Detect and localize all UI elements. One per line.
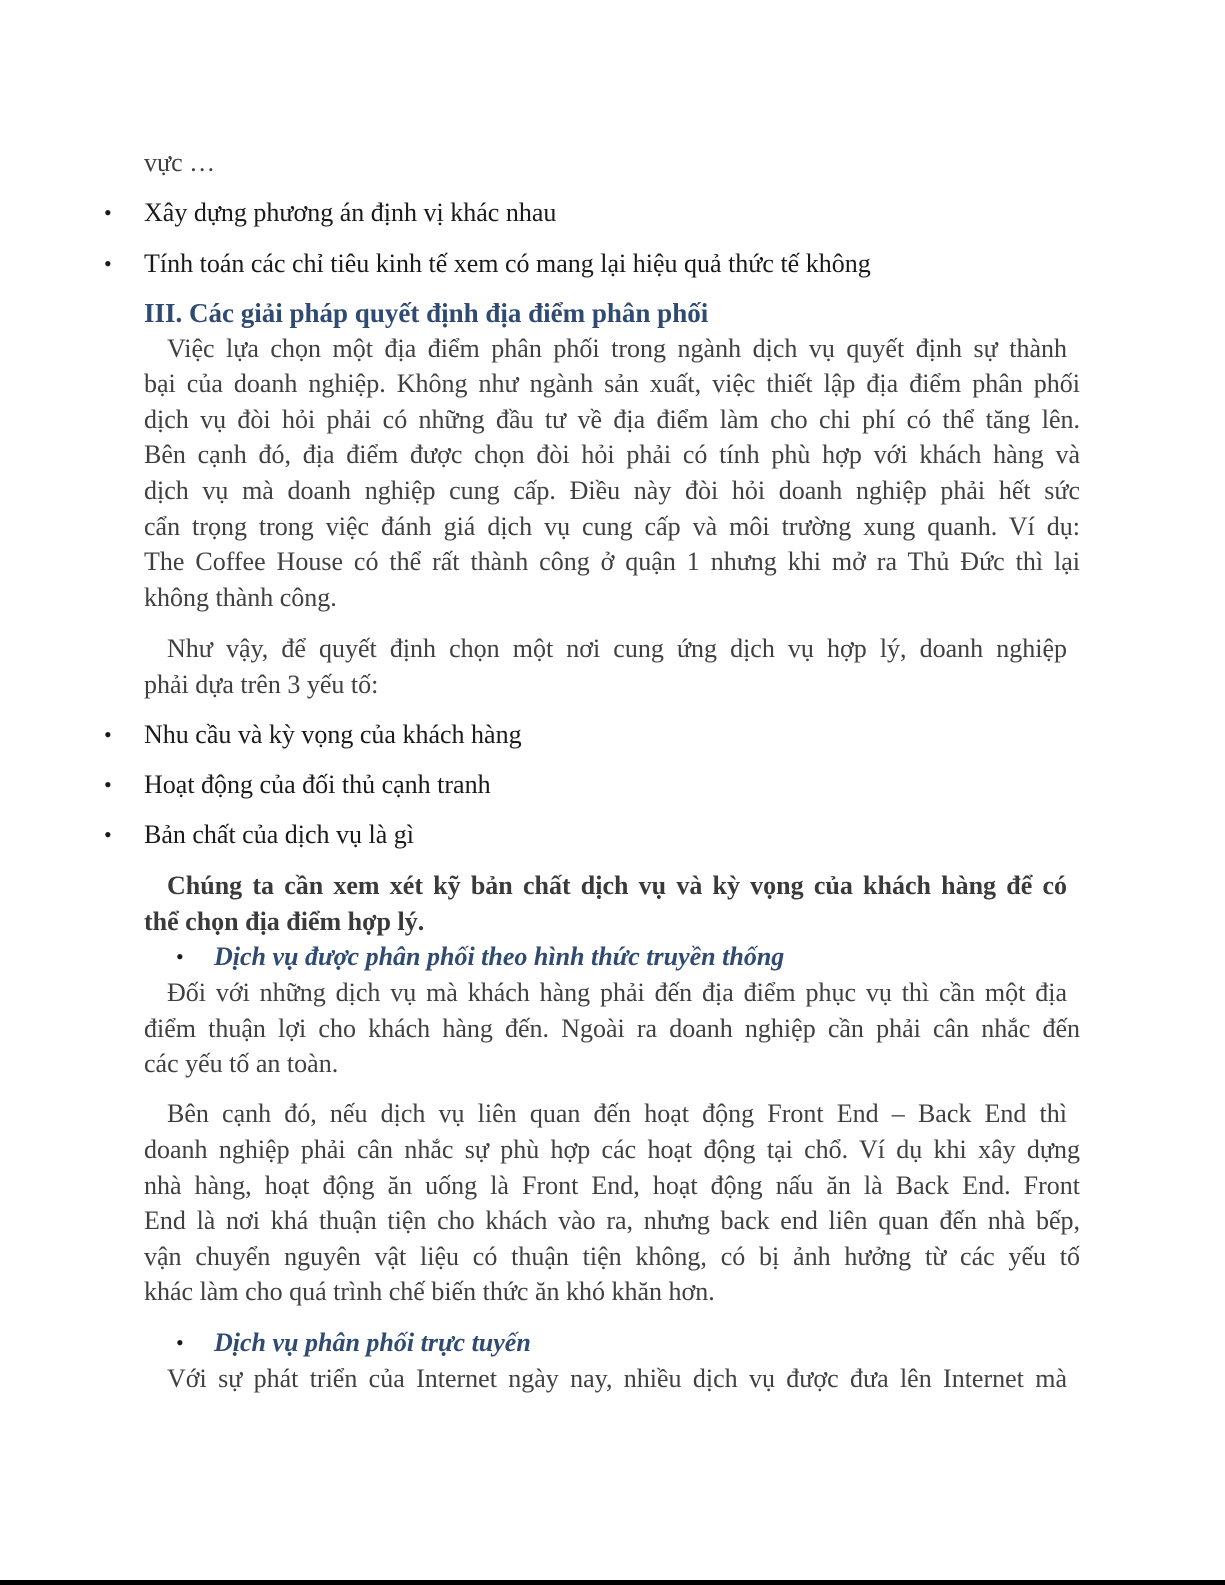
paragraph-line: nhà hàng, hoạt động ăn uống là Front End, hoạt động nấu ăn là Back End. Front [144,1171,1080,1200]
bullet-icon: • [176,1330,184,1355]
paragraph-line: Việc lựa chọn một địa điểm phân phối trong ngành dịch vụ quyết định sự thành [167,334,1067,363]
bullet-icon: • [104,772,112,797]
page-bottom-rule [0,1580,1225,1585]
paragraph-line: End là nơi khá thuận tiện cho khách vào ra, nhưng back end liên quan đến nhà bếp, [144,1206,1080,1235]
bold-paragraph-line: Chúng ta cần xem xét kỹ bản chất dịch vụ và kỳ vọng của khách hàng để có [167,871,1067,900]
bullet-icon: • [104,251,112,276]
list-item: Bản chất của dịch vụ là gì [144,820,415,849]
paragraph-line: các yếu tố an toàn. [144,1049,339,1078]
paragraph-line: dịch vụ đòi hỏi phải có những đầu tư về địa điểm làm cho chi phí có thể tăng lên. [144,405,1080,434]
paragraph-line: cẩn trọng trong việc đánh giá dịch vụ cung cấp và môi trường xung quanh. Ví dụ: [144,512,1080,541]
paragraph-line: Như vậy, để quyết định chọn một nơi cung ứng dịch vụ hợp lý, doanh nghiệp [167,634,1067,663]
paragraph-line: phải dựa trên 3 yếu tố: [144,670,379,699]
paragraph-line: The Coffee House có thể rất thành công ở quận 1 nhưng khi mở ra Thủ Đức thì lại [144,547,1080,576]
paragraph-line: điểm thuận lợi cho khách hàng đến. Ngoài ra doanh nghiệp cần phải cân nhắc đến [144,1014,1080,1043]
subheading-traditional: Dịch vụ được phân phối theo hình thức truyền thống [214,942,785,971]
paragraph-line: bại của doanh nghiệp. Không như ngành sản xuất, việc thiết lập địa điểm phân phối [144,369,1080,398]
list-item: Hoạt động của đối thủ cạnh tranh [144,770,491,799]
paragraph-line: Đối với những dịch vụ mà khách hàng phải đến địa điểm phục vụ thì cần một địa [167,978,1067,1007]
section-heading: III. Các giải pháp quyết định địa điểm phân phối [144,298,709,328]
paragraph-line: không thành công. [144,583,337,612]
bullet-icon: • [104,722,112,747]
paragraph-line: doanh nghiệp phải cân nhắc sự phù hợp các hoạt động tại chổ. Ví dụ khi xây dựng [144,1135,1080,1164]
subheading-online: Dịch vụ phân phối trực tuyến [214,1328,531,1357]
bullet-icon: • [104,200,112,225]
paragraph-line: Với sự phát triển của Internet ngày nay, nhiều dịch vụ được đưa lên Internet mà [167,1364,1067,1393]
list-item: Tính toán các chỉ tiêu kinh tế xem có mang lại hiệu quả thức tế không [144,249,871,278]
bullet-icon: • [176,944,184,969]
continuation-text: vực … [144,148,216,177]
bold-paragraph-line: thể chọn địa điểm hợp lý. [144,907,425,936]
paragraph-line: vận chuyển nguyên vật liệu có thuận tiện không, có bị ảnh hưởng từ các yếu tố [144,1242,1080,1271]
list-item: Xây dựng phương án định vị khác nhau [144,198,557,227]
bullet-icon: • [104,822,112,847]
paragraph-line: dịch vụ mà doanh nghiệp cung cấp. Điều này đòi hỏi doanh nghiệp phải hết sức [144,476,1080,505]
paragraph-line: khác làm cho quá trình chế biến thức ăn khó khăn hơn. [144,1277,715,1306]
list-item: Nhu cầu và kỳ vọng của khách hàng [144,720,522,749]
paragraph-line: Bên cạnh đó, nếu dịch vụ liên quan đến hoạt động Front End – Back End thì [167,1099,1067,1128]
paragraph-line: Bên cạnh đó, địa điểm được chọn đòi hỏi phải có tính phù hợp với khách hàng và [144,440,1080,469]
